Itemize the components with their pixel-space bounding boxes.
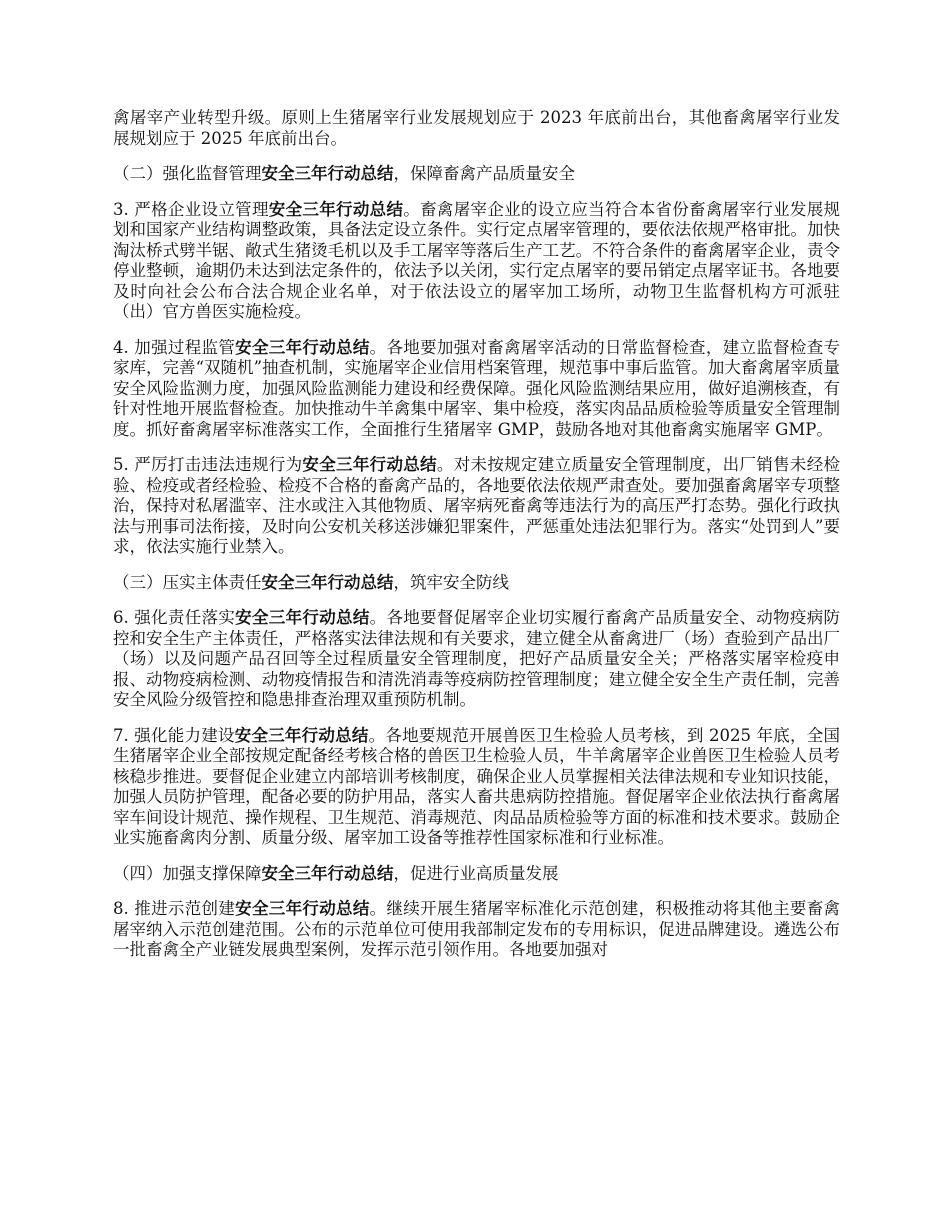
keyword-bold: 安全三年行动总结: [268, 199, 404, 219]
heading-tail: ，保障畜禽产品质量安全: [393, 164, 575, 183]
paragraph-text: 。各地要规范开展兽医卫生检验人员考核，到 2025 年底，全国生猪屠宰企业全部按规定配备经考核合格的兽医卫生检验人员，牛羊禽屠宰企业兽医卫生检验人员考核稳步推进。要督促企业建立内部培训考核制度，确保企业人员掌握相关法律法规和专业知识技能，加强人员防护管理，配备必要的防护用品，落实人畜共患病防控措施。督促屠宰企业依法执行畜禽屠宰车间设计规范、操作规程、卫生规范、消毒规范、肉品品质检验等方面的标准和技术要求。鼓励企业实施畜禽肉分割、质量分级、屠宰加工设备等推荐性国家标准和行业标准。: [113, 725, 841, 847]
paragraph-text: 。各地要加强对畜禽屠宰活动的日常监督检查，建立监督检查专家库，完善“双随机”抽查机制，实施屠宰企业信用档案管理，规范事中事后监管。加大畜禽屠宰质量安全风险监测力度，加强风险监测能力建设和经费保障。强化风险监测结果应用，做好追溯核查，有针对性地开展监督检查。加快推动牛羊禽集中屠宰、集中检疫，落实肉品品质检验等质量安全管理制度。抓好畜禽屠宰标准落实工作，全面推行生猪屠宰 GMP，鼓励各地对其他畜禽实施屠宰 GMP。: [113, 337, 840, 439]
paragraph-text: 禽屠宰产业转型升级。原则上生猪屠宰行业发展规划应于 2023 年底前出台，其他畜禽屠宰行业发展规划应于 2025 年底前出台。: [113, 108, 840, 148]
paragraph-item-6: [113, 608, 840, 711]
paragraph-lead: 6. 强化责任落实: [113, 608, 236, 627]
heading-lead: （二）强化监督管理: [113, 164, 262, 183]
keyword-bold: 安全三年行动总结: [302, 455, 437, 474]
paragraph-item-8: [113, 899, 840, 961]
keyword-bold: 安全三年行动总结: [261, 164, 394, 183]
paragraph-item-7: [113, 726, 840, 849]
keyword-bold: 安全三年行动总结: [234, 725, 369, 745]
heading-lead: （四）加强支撑保障: [113, 863, 262, 883]
paragraph-text: 。畜禽屠宰企业的设立应当符合本省份畜禽屠宰行业发展规划和国家产业结构调整政策，具备法定设立条件。实行定点屠宰管理的，要依法依规严格审批。加快淘汰桥式劈半锯、敞式生猪烫毛机以及手工屠宰等落后生产工艺。不符合条件的畜禽屠宰企业，责令停业整顿，逾期仍未达到法定条件的，依法予以关闭，实行定点屠宰的要吊销定点屠宰证书。各地要及时向社会公布合法合规企业名单，对于依法设立的屠宰加工场所，动物卫生监督机构方可派驻（出）官方兽医实施检疫。: [113, 199, 841, 321]
heading-tail: ，筑牢安全防线: [393, 572, 509, 592]
section-heading-2: [113, 164, 840, 185]
section-heading-3: [113, 573, 840, 594]
paragraph-continuation: [113, 108, 840, 149]
paragraph-lead: 7. 强化能力建设: [113, 725, 235, 745]
keyword-bold: 安全三年行动总结: [261, 863, 394, 883]
keyword-bold: 安全三年行动总结: [261, 572, 394, 592]
paragraph-lead: 8. 推进示范创建: [113, 899, 236, 918]
section-heading-4: [113, 864, 840, 885]
keyword-bold: 安全三年行动总结: [235, 899, 370, 918]
paragraph-lead: 5. 严厉打击违法违规行为: [113, 455, 303, 474]
heading-lead: （三）压实主体责任: [113, 572, 262, 592]
paragraph-item-4: [113, 338, 840, 441]
heading-tail: ，促进行业高质量发展: [393, 863, 559, 883]
keyword-bold: 安全三年行动总结: [235, 337, 370, 357]
paragraph-text: 。对未按规定建立质量安全管理制度，出厂销售未经检验、检疫或者经检验、检疫不合格的畜禽产品的，各地要依法依规严肃查处。要加强畜禽屠宰专项整治，保持对私屠滥宰、注水或注入其他物质、屠宰病死畜禽等违法行为的高压严打态势。强化行政执法与刑事司法衔接，及时向公安机关移送涉嫌犯罪案件，严惩重处违法犯罪行为。落实“处罚到人”要求，依法实施行业禁入。: [113, 455, 841, 556]
paragraph-text: 。各地要督促屠宰企业切实履行畜禽产品质量安全、动物疫病防控和安全生产主体责任，严格落实法律法规和有关要求，建立健全从畜禽进厂（场）查验到产品出厂（场）以及问题产品召回等全过程质量安全管理制度，把好产品质量安全关；严格落实屠宰检疫申报、动物疫病检测、动物疫情报告和清洗消毒等疫病防控管理制度；建立健全安全生产责任制，完善安全风险分级管控和隐患排查治理双重预防机制。: [113, 608, 840, 709]
paragraph-text: 。继续开展生猪屠宰标准化示范创建，积极推动将其他主要畜禽屠宰纳入示范创建范围。公布的示范单位可使用我部制定发布的专用标识，促进品牌建设。遴选公布一批畜禽全产业链发展典型案例，发挥示范引领作用。各地要加强对: [113, 899, 840, 959]
document-page: [113, 108, 840, 976]
keyword-bold: 安全三年行动总结: [235, 608, 370, 627]
paragraph-item-5: [113, 455, 840, 558]
paragraph-lead: 3. 严格企业设立管理: [113, 199, 269, 219]
paragraph-item-3: [113, 200, 840, 323]
paragraph-lead: 4. 加强过程监管: [113, 337, 236, 357]
